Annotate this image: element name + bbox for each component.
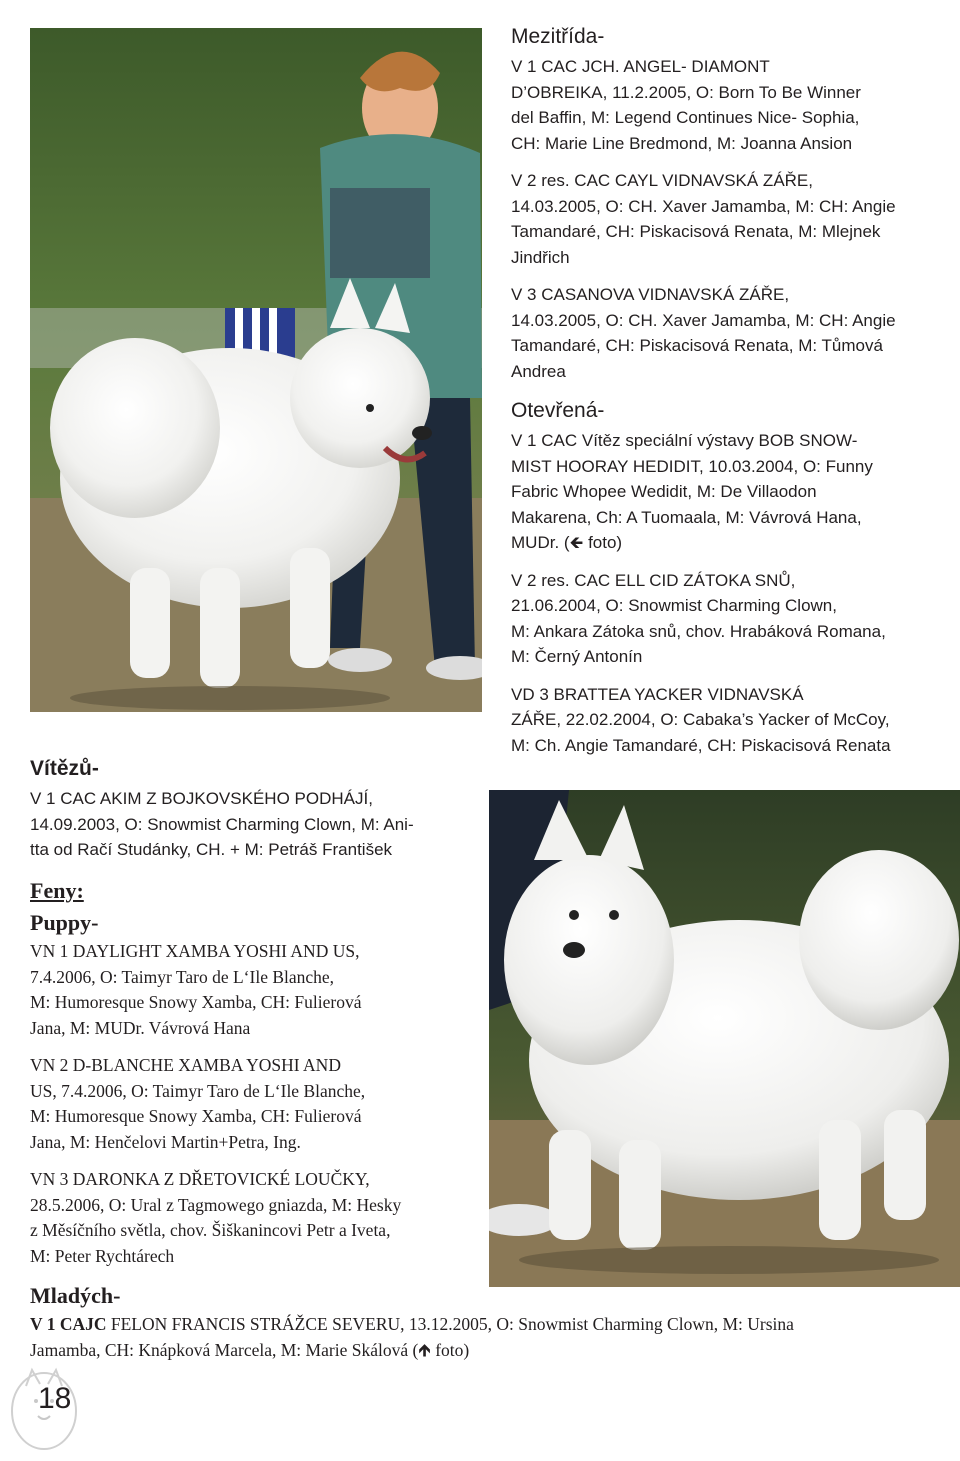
entry-mezitrida-3 bbox=[511, 282, 960, 384]
entry-line: 28.5.2006, O: Ural z Tagmowego gniazda, M: Hesky bbox=[30, 1194, 402, 1215]
section-mezitrida bbox=[511, 24, 960, 384]
heading-mladych: Mladých- bbox=[30, 1283, 121, 1308]
entry-line: Jana, M: Henčelovi Martin+Petra, Ing. bbox=[30, 1131, 301, 1152]
entry-line: del Baffin, M: Legend Continues Nice- Sophia, bbox=[511, 108, 860, 127]
entry-line: 14.03.2005, O: CH. Xaver Jamamba, M: CH: Angie bbox=[511, 310, 896, 330]
entry-line: Jana, M: MUDr. Vávrová Hana bbox=[30, 1017, 251, 1038]
entry-line: tta od Račí Studánky, CH. + M: Petráš František bbox=[30, 840, 393, 859]
entry-mladych-line2: Jamamba, CH: Knápková Marcela, M: Marie Skálová (🡹 foto) bbox=[30, 1339, 470, 1360]
entry-line: Tamandaré, CH: Piskacisová Renata, M: Tůmová bbox=[511, 336, 883, 355]
entry-line: 14.03.2005, O: CH. Xaver Jamamba, M: CH: Angie bbox=[511, 196, 896, 216]
entry-mezitrida-2 bbox=[511, 168, 960, 270]
entry-line: V 1 CAC Vítěz speciální výstavy BOB SNOW- bbox=[511, 431, 858, 450]
entry-line: 21.06.2004, O: Snowmist Charming Clown, bbox=[511, 596, 837, 615]
entry-line: M: Ankara Zátoka snů, chov. Hrabáková Romana, bbox=[511, 621, 886, 641]
heading-puppy: Puppy- bbox=[30, 910, 99, 935]
entry-line: Fabric Whopee Wedidit, M: De Villaodon bbox=[511, 482, 817, 501]
entry-mladych-line1 bbox=[30, 1312, 960, 1338]
section-feny bbox=[30, 877, 475, 1269]
heading-feny: Feny: bbox=[30, 878, 84, 903]
entry-line: D’OBREIKA, 11.2.2005, O: Born To Be Winner bbox=[511, 82, 861, 102]
entry-line: Jindřich bbox=[511, 247, 570, 267]
entry-line: V 2 res. CAC ELL CID ZÁTOKA SNŮ, bbox=[511, 570, 796, 590]
entry-line: VD 3 BRATTEA YACKER VIDNAVSKÁ bbox=[511, 684, 804, 704]
entry-line: FELON FRANCIS STRÁŽCE SEVERU, 13.12.2005, O: Snowmist Charming Clown, M: Ursina bbox=[106, 1314, 794, 1334]
entry-line: M: Černý Antonín bbox=[511, 647, 643, 666]
entry-line: Andrea bbox=[511, 361, 566, 381]
entry-line: V 2 res. CAC CAYL VIDNAVSKÁ ZÁŘE, bbox=[511, 171, 813, 190]
entry-line: M: Peter Rychtárech bbox=[30, 1245, 175, 1266]
entry-line: V 3 CASANOVA VIDNAVSKÁ ZÁŘE, bbox=[511, 285, 790, 304]
entry-line: VN 2 D-BLANCHE XAMBA YOSHI AND bbox=[30, 1055, 341, 1075]
heading-vitezu: Vítězů- bbox=[30, 757, 99, 780]
entry-line: US, 7.4.2006, O: Taimyr Taro de L‘Ile Blanche, bbox=[30, 1080, 366, 1101]
entry-puppy-2 bbox=[30, 1053, 475, 1155]
entry-puppy-1 bbox=[30, 939, 475, 1041]
entry-line: MUDr. (🡸 foto) bbox=[511, 533, 623, 552]
entry-line: V 1 CAC JCH. ANGEL- DIAMONT bbox=[511, 57, 770, 76]
placement-label: V 1 CAJC bbox=[30, 1314, 107, 1334]
entry-line: MIST HOORAY HEDIDIT, 10.03.2004, O: Funny bbox=[511, 456, 873, 476]
entry-line: M: Ch. Angie Tamandaré, CH: Piskacisová Renata bbox=[511, 735, 891, 755]
section-mladych bbox=[30, 1282, 960, 1363]
entry-line: z Měsíčního světla, chov. Šiškanincovi Petr a Iveta, bbox=[30, 1220, 391, 1240]
entry-line: CH: Marie Line Bredmond, M: Joanna Ansion bbox=[511, 133, 853, 153]
photo-dog-with-handler bbox=[30, 28, 482, 712]
entry-line: ZÁŘE, 22.02.2004, O: Cabaka’s Yacker of McCoy, bbox=[511, 710, 890, 729]
entry-mezitrida-1 bbox=[511, 54, 960, 156]
entry-line: M: Humoresque Snowy Xamba, CH: Fulierová bbox=[30, 992, 362, 1012]
entry-line: 14.09.2003, O: Snowmist Charming Clown, M: Ani- bbox=[30, 814, 414, 834]
entry-line: 7.4.2006, O: Taimyr Taro de L‘Ile Blanche, bbox=[30, 966, 335, 987]
entry-otevrena-1 bbox=[511, 428, 960, 556]
entry-line: Tamandaré, CH: Piskacisová Renata, M: Mlejnek bbox=[511, 222, 881, 241]
section-vitezu bbox=[30, 756, 475, 863]
entry-line: VN 1 DAYLIGHT XAMBA YOSHI AND US, bbox=[30, 941, 360, 961]
entry-otevrena-3 bbox=[511, 682, 960, 759]
entry-puppy-3 bbox=[30, 1167, 475, 1269]
photo-dog-standing bbox=[489, 790, 960, 1287]
entry-line: V 1 CAC AKIM Z BOJKOVSKÉHO PODHÁJÍ, bbox=[30, 789, 373, 808]
page-number: 18 bbox=[38, 1382, 72, 1415]
section-otevrena bbox=[511, 398, 960, 758]
heading-mezitrida: Mezitřída- bbox=[511, 25, 605, 48]
entry-line: VN 3 DARONKA Z DŘETOVICKÉ LOUČKY, bbox=[30, 1169, 370, 1189]
entry-line: Makarena, Ch: A Tuomaala, M: Vávrová Hana, bbox=[511, 507, 862, 527]
entry-line: M: Humoresque Snowy Xamba, CH: Fulierová bbox=[30, 1106, 362, 1126]
heading-otevrena: Otevřená- bbox=[511, 399, 605, 422]
entry-otevrena-2 bbox=[511, 568, 960, 670]
